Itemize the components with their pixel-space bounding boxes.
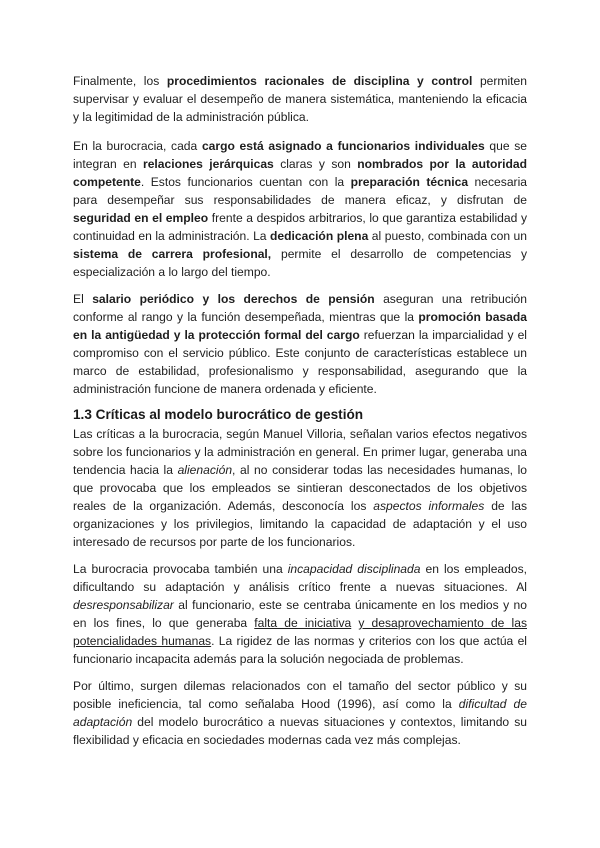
underlined-text-run: y desaprovechamiento de las potencialidades humanas	[73, 616, 527, 648]
text-run: necesaria para desempeñar sus responsabilidades de manera eficaz, y disfrutan de	[73, 175, 527, 207]
bold-text-run: procedimientos racionales de disciplina y control	[166, 74, 473, 88]
bold-text-run: preparación técnica	[350, 175, 469, 189]
text-run: El	[73, 292, 93, 306]
bold-text-run: salario periódico y los derechos de pensión	[92, 292, 375, 306]
text-run: de las organizaciones y los privilegios, limitando la capacidad de adaptación y el uso interesado de recursos por parte de los funcionarios.	[73, 499, 527, 549]
italic-text-run: desresponsabilizar	[73, 598, 174, 612]
text-run: al puesto, combinada con un	[368, 229, 528, 243]
text-run: , al no considerar todas las necesidades humanas, lo que provocaba que los empleados se sintieran desconectados de los objetivos reales de la organización. Además, desconocía los	[73, 463, 527, 513]
bold-text-run: dedicación plena	[270, 229, 369, 243]
text-run: . La rigidez de las normas y criterios con los que actúa el funcionario incapacita además para la solución negociada de problemas.	[73, 634, 527, 666]
italic-text-run: incapacidad disciplinada	[287, 562, 421, 576]
paragraph-cargo-funcionarios	[73, 137, 527, 281]
italic-text-run: dificultad de adaptación	[73, 697, 527, 729]
italic-text-run: alienación	[177, 463, 233, 477]
text-run: claras y son	[273, 157, 358, 171]
text-run: Por último, surgen dilemas relacionados con el tamaño del sector público y su posible ineficiencia, tal como señalaba Hood (1996), así como la	[73, 679, 527, 711]
paragraph-salario-pension	[73, 290, 527, 398]
text-run: En la burocracia, cada	[73, 139, 202, 153]
bold-text-run: cargo está asignado a funcionarios individuales	[201, 139, 485, 153]
text-run: . Estos funcionarios cuentan con la	[140, 175, 351, 189]
text-run: que se integran en	[73, 139, 527, 171]
italic-text-run: aspectos informales	[373, 499, 485, 513]
text-run: permiten supervisar y evaluar el desempeño de manera sistemática, manteniendo la eficacia y la legitimidad de la administración pública.	[73, 74, 527, 124]
text-run: refuerzan la imparcialidad y el compromiso con el servicio público. Este conjunto de características establece un marco de estabilidad, profesionalismo y responsabilidad, asegurando que la administración funcione de manera ordenada y eficiente.	[73, 328, 527, 396]
paragraph-criticas-villoria	[73, 425, 527, 551]
text-run: La burocracia provocaba también una	[73, 562, 288, 576]
paragraph-dilemas-tamano	[73, 677, 527, 749]
bold-text-run: sistema de carrera profesional,	[73, 247, 272, 261]
bold-text-run: nombrados por la autoridad competente	[73, 157, 528, 189]
paragraph-incapacidad-disciplinada	[73, 560, 527, 668]
text-run: al funcionario, este se centraba únicamente en los medios y no en los fines, lo que generaba	[73, 598, 527, 630]
text-run: aseguran una retribución conforme al rango y la función desempeñada, mientras que la	[73, 292, 527, 324]
section-heading: 1.3 Críticas al modelo burocrático de gestión	[73, 407, 364, 422]
text-run: permite el desarrollo de competencias y especialización a lo largo del tiempo.	[73, 247, 527, 279]
text-run: Finalmente, los	[73, 74, 167, 88]
text-run: del modelo burocrático a nuevas situaciones y contextos, limitando su flexibilidad y eficacia en sociedades modernas cada vez más complejas.	[73, 715, 527, 747]
text-run: frente a despidos arbitrarios, lo que garantiza estabilidad y continuidad en la administración. La	[73, 211, 527, 243]
underlined-text-run: falta de iniciativa	[254, 616, 352, 630]
text-run: Las críticas a la burocracia, según Manuel Villoria, señalan varios efectos negativos sobre los funcionarios y la administración en general. En primer lugar, generaba una tendencia hacia la	[73, 427, 527, 477]
bold-text-run: relaciones jerárquicas	[142, 157, 274, 171]
bold-text-run: promoción basada en la antigüedad y la protección formal del cargo	[73, 310, 527, 342]
paragraph-disciplina-control	[73, 72, 527, 126]
text-run: en los empleados, dificultando su adaptación y análisis crítico frente a nuevas situaciones. Al	[73, 562, 528, 594]
bold-text-run: seguridad en el empleo	[73, 211, 209, 225]
